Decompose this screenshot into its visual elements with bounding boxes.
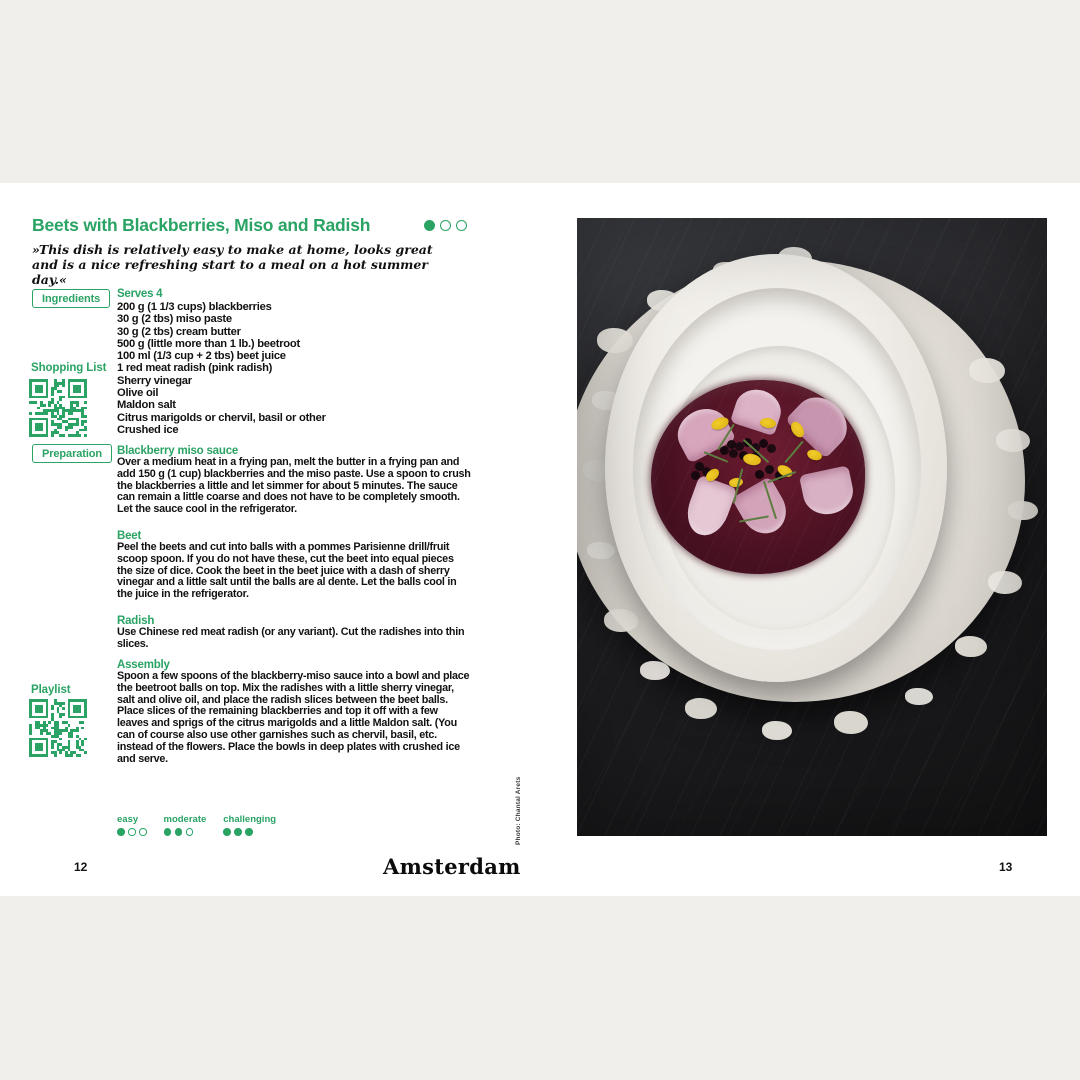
chapter-name: Amsterdam (383, 854, 521, 879)
ingredient-item: Maldon salt (117, 399, 176, 412)
section-heading-beet: Beet (117, 530, 142, 542)
difficulty-moderate-label: moderate (163, 814, 207, 825)
crushed-ice (597, 328, 633, 353)
section-text-assembly: Spoon a few spoons of the blackberry-miso sauce into a bowl and place the beetroot balls on top. Mix the radishes with a little sherry vinegar, salt and olive oil, and place the radish slices between the beet balls. Place slices of the remaining blackberries and top it off with a few leaves and sprigs of the citrus marigolds and a little Maldon salt. (You can of course also use other garnishes such as chervil, basil, etc. instead of the flowers. Place the bowls in deep plates with crushed ice and serve. (117, 670, 470, 765)
recipe-difficulty-indicator (424, 220, 467, 231)
difficulty-dot (186, 828, 194, 836)
ingredients-list (117, 301, 471, 436)
ingredients-tag: Ingredients (32, 289, 110, 308)
difficulty-easy (117, 814, 147, 836)
shopping-list-label: Shopping List (31, 362, 107, 374)
playlist-label: Playlist (31, 684, 71, 696)
ingredient-item: 30 g (2 tbs) cream butter (117, 325, 241, 338)
dish-photo (577, 218, 1047, 836)
section-text-sauce: Over a medium heat in a frying pan, melt the butter in a frying pan and add 150 g (1 cup) blackberries and the miso paste. Use a spoon to crush the blackberries a little and let simmer for about 5 minutes. The sauce can remain a little coarse and does not have to be completely smooth. Let the sauce cool in the refrigerator. (117, 456, 471, 516)
difficulty-dot (245, 828, 253, 836)
blackberries (695, 462, 704, 471)
preparation-tag: Preparation (32, 444, 112, 463)
recipe-title: Beets with Blackberries, Miso and Radish (32, 215, 371, 235)
shopping-list-qr-code (29, 379, 87, 437)
difficulty-dot (234, 828, 242, 836)
section-text-beet: Peel the beets and cut into balls with a pommes Parisienne drill/fruit scoop spoon. If you do not have these, cut the beet into equal pieces the size of dice. Cook the beet in the beet juice with a dash of sherry vinegar and a little salt until the balls are al dente. Let the balls cool in the juice in the refrigerator. (117, 541, 457, 601)
difficulty-dot (139, 828, 147, 836)
ingredient-item: 100 ml (1/3 cup + 2 tbs) beet juice (117, 350, 286, 363)
ingredient-item: 200 g (1 1/3 cups) blackberries (117, 301, 272, 313)
crushed-ice (969, 358, 1005, 383)
ingredient-item: Citrus marigolds or chervil, basil or other (117, 411, 326, 424)
serves-line: Serves 4 (117, 288, 163, 300)
difficulty-challenging (223, 814, 276, 836)
difficulty-dot (164, 828, 172, 836)
playlist-qr-code (29, 699, 87, 757)
blackberries (727, 440, 736, 449)
ingredient-item: Olive oil (117, 387, 159, 400)
difficulty-dot (440, 220, 451, 231)
photo-credit: Photo: Chantal Arets (515, 776, 522, 845)
difficulty-moderate (164, 814, 207, 836)
recipe-quote: »This dish is relatively easy to make at home, looks great and is a nice refreshing start to a meal on a hot summer day.« (32, 242, 433, 287)
difficulty-dot (456, 220, 467, 231)
ingredient-item: 1 red meat radish (pink radish) (117, 362, 273, 375)
section-heading-radish: Radish (117, 615, 155, 627)
difficulty-challenging-label: challenging (223, 814, 277, 825)
difficulty-legend (117, 814, 276, 836)
difficulty-dot (128, 828, 136, 836)
difficulty-dot (424, 220, 435, 231)
page-number-left: 12 (74, 860, 88, 874)
difficulty-dot (117, 828, 125, 836)
difficulty-dot (175, 828, 183, 836)
difficulty-moderate-dots (164, 828, 207, 836)
page-number-right: 13 (999, 860, 1013, 874)
section-heading-assembly: Assembly (117, 659, 170, 671)
section-heading-sauce: Blackberry miso sauce (117, 445, 239, 457)
ingredient-item: 30 g (2 tbs) miso paste (117, 313, 232, 326)
ingredient-item: Sherry vinegar (117, 374, 192, 387)
section-text-radish: Use Chinese red meat radish (or any variant). Cut the radishes into thin slices. (117, 626, 465, 650)
ingredient-item: 500 g (little more than 1 lb.) beetroot (117, 337, 300, 350)
ingredient-item: Crushed ice (117, 423, 179, 436)
difficulty-easy-dots (117, 828, 147, 836)
difficulty-easy-label: easy (117, 814, 139, 825)
difficulty-challenging-dots (223, 828, 276, 836)
difficulty-dot (223, 828, 231, 836)
